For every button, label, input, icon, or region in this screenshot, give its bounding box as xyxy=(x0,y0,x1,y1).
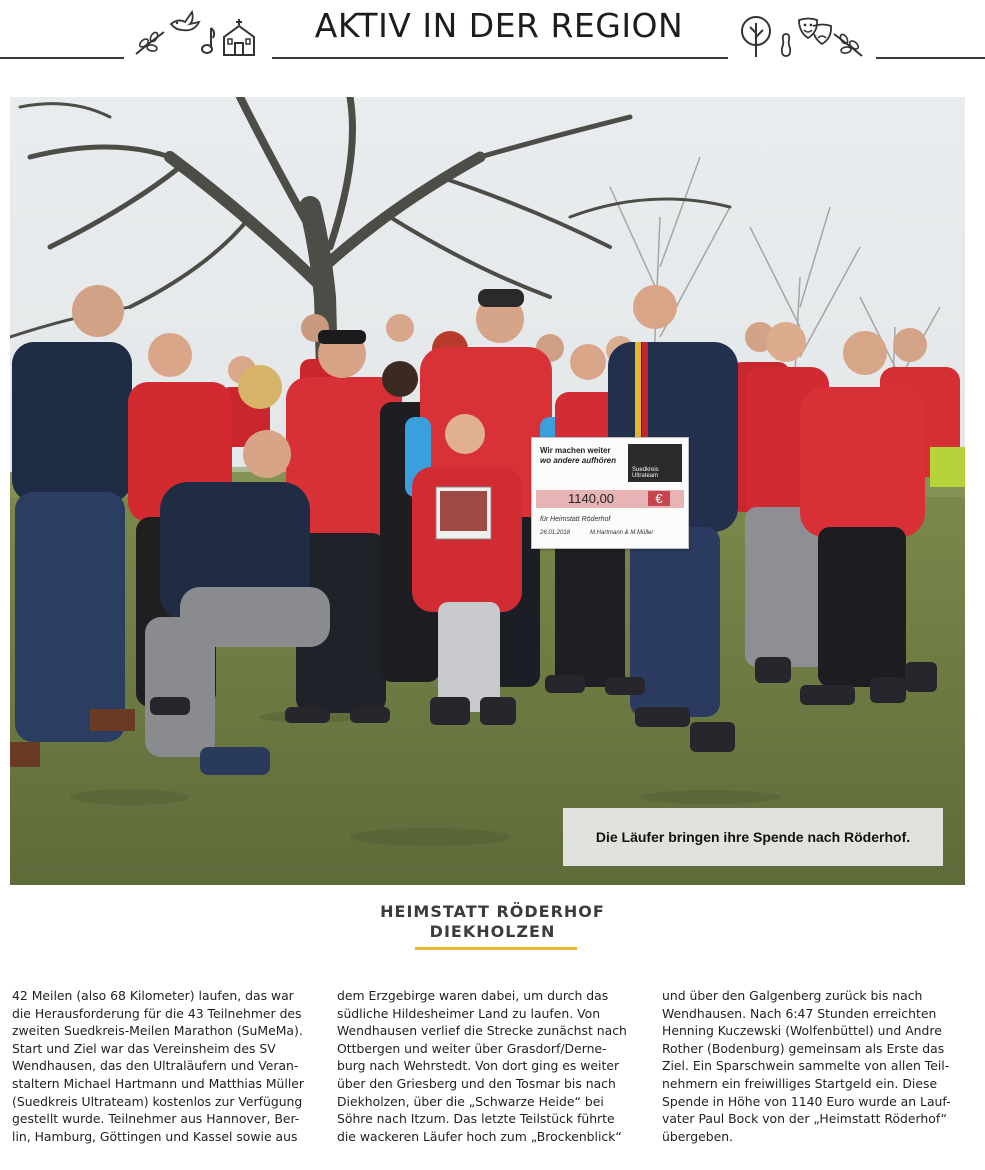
group-photo xyxy=(10,97,965,885)
article-kicker xyxy=(300,902,685,942)
text-line: Spende in Höhe von 1140 Euro wurde an Lauf- xyxy=(662,1093,951,1109)
text-line: Ziel. Ein Sparschwein sammelte von allen Teil- xyxy=(662,1058,950,1074)
check-logo xyxy=(628,444,682,482)
text-line: lin, Hamburg, Göttingen und Kassel sowie aus xyxy=(12,1128,298,1144)
check-slogan-line1: Wir machen weiter xyxy=(540,446,611,455)
text-line: Wendhausen. Nach 6:47 Stunden erreichten xyxy=(662,1005,937,1021)
text-line: südliche Hildesheimer Land zu laufen. Von xyxy=(337,1005,601,1021)
check-logo-text: Suedkreis Ultrateam xyxy=(632,467,659,479)
branch-icon xyxy=(134,26,166,56)
check-date: 26.01.2018 xyxy=(540,530,571,536)
text-line: gestellt wurde. Teilnehmer aus Hannover, Ber- xyxy=(12,1111,300,1127)
text-line: über den Griesberg und den Tosmar bis nach xyxy=(337,1075,616,1091)
check-currency: € xyxy=(648,491,670,506)
text-line: und über den Galgenberg zurück bis nach xyxy=(662,988,923,1003)
text-line: 42 Meilen (also 68 Kilometer) laufen, das war xyxy=(12,988,294,1003)
kicker-underline xyxy=(415,947,577,950)
text-line: nehmern ein freiwilliges Startgeld ein. Diese xyxy=(662,1075,938,1091)
section-header xyxy=(0,0,985,70)
text-line: vater Paul Bock von der „Heimstatt Röderhof“ xyxy=(662,1111,948,1127)
music-note-icon xyxy=(201,26,217,56)
text-line: Söhre nach Itzum. Das letzte Teilstück führte xyxy=(337,1111,615,1127)
text-line: (Suedkreis Ultrateam) kostenlos zur Verfügung xyxy=(12,1093,303,1109)
donation-check xyxy=(531,437,689,549)
dove-icon xyxy=(168,8,202,36)
text-line: die wackeren Läufer hoch zum „Brockenblick“ xyxy=(337,1128,622,1144)
text-line: Wendhausen, das den Ultraläufern und Veran- xyxy=(12,1058,299,1074)
section-title: AKTIV IN DER REGION xyxy=(314,6,684,45)
text-line: burg nach Wehrstedt. Von dort ging es weiter xyxy=(337,1058,620,1074)
check-signers: M.Hartmann & M.Müller xyxy=(590,530,654,536)
text-line: Rother (Bodenburg) gemeinsam als Erste das xyxy=(662,1040,945,1056)
photo-scene xyxy=(10,97,965,885)
church-icon xyxy=(220,17,258,57)
tree-icon xyxy=(738,15,774,59)
text-line: dem Erzgebirge waren dabei, um durch das xyxy=(337,988,609,1003)
check-amount: 1140,00 xyxy=(568,491,615,506)
text-line: übergeben. xyxy=(662,1128,733,1144)
check-payee: für Heimstatt Röderhof xyxy=(540,516,611,523)
text-line: Start und Ziel war das Vereinsheim des SV xyxy=(12,1040,276,1056)
text-line: staltern Michael Hartmann und Matthias Müller xyxy=(12,1075,305,1091)
text-line: Henning Kuczewski (Wolfenbüttel) und Andre xyxy=(662,1023,942,1039)
branch-icon-right xyxy=(830,26,864,58)
photo-caption: Die Läufer bringen ihre Spende nach Röderhof. xyxy=(563,808,943,866)
text-line: Ottbergen und weiter über Grasdorf/Derne- xyxy=(337,1040,607,1056)
theater-masks-icon xyxy=(796,16,834,48)
text-line: Diekholzen, über die „Schwarze Heide“ bei xyxy=(337,1093,604,1109)
kicker-line2: DIEKHOLZEN xyxy=(429,922,556,941)
header-rule-right xyxy=(876,57,985,59)
text-line: die Herausforderung für die 43 Teilnehmer des xyxy=(12,1005,302,1021)
text-line: zweiten Suedkreis-Meilen Marathon (SuMeMa). xyxy=(12,1023,303,1039)
header-rule-left xyxy=(0,57,124,59)
header-rule-center xyxy=(272,57,728,59)
check-slogan-line2: wo andere aufhören xyxy=(540,456,617,465)
article-column-3 xyxy=(662,987,962,1145)
bowling-icon xyxy=(779,32,793,58)
kicker-line1: HEIMSTATT RÖDERHOF xyxy=(380,902,605,921)
article-column-2 xyxy=(337,987,637,1145)
text-line: Wendhausen verlief die Strecke zunächst nach xyxy=(337,1023,627,1039)
article-column-1 xyxy=(12,987,312,1145)
